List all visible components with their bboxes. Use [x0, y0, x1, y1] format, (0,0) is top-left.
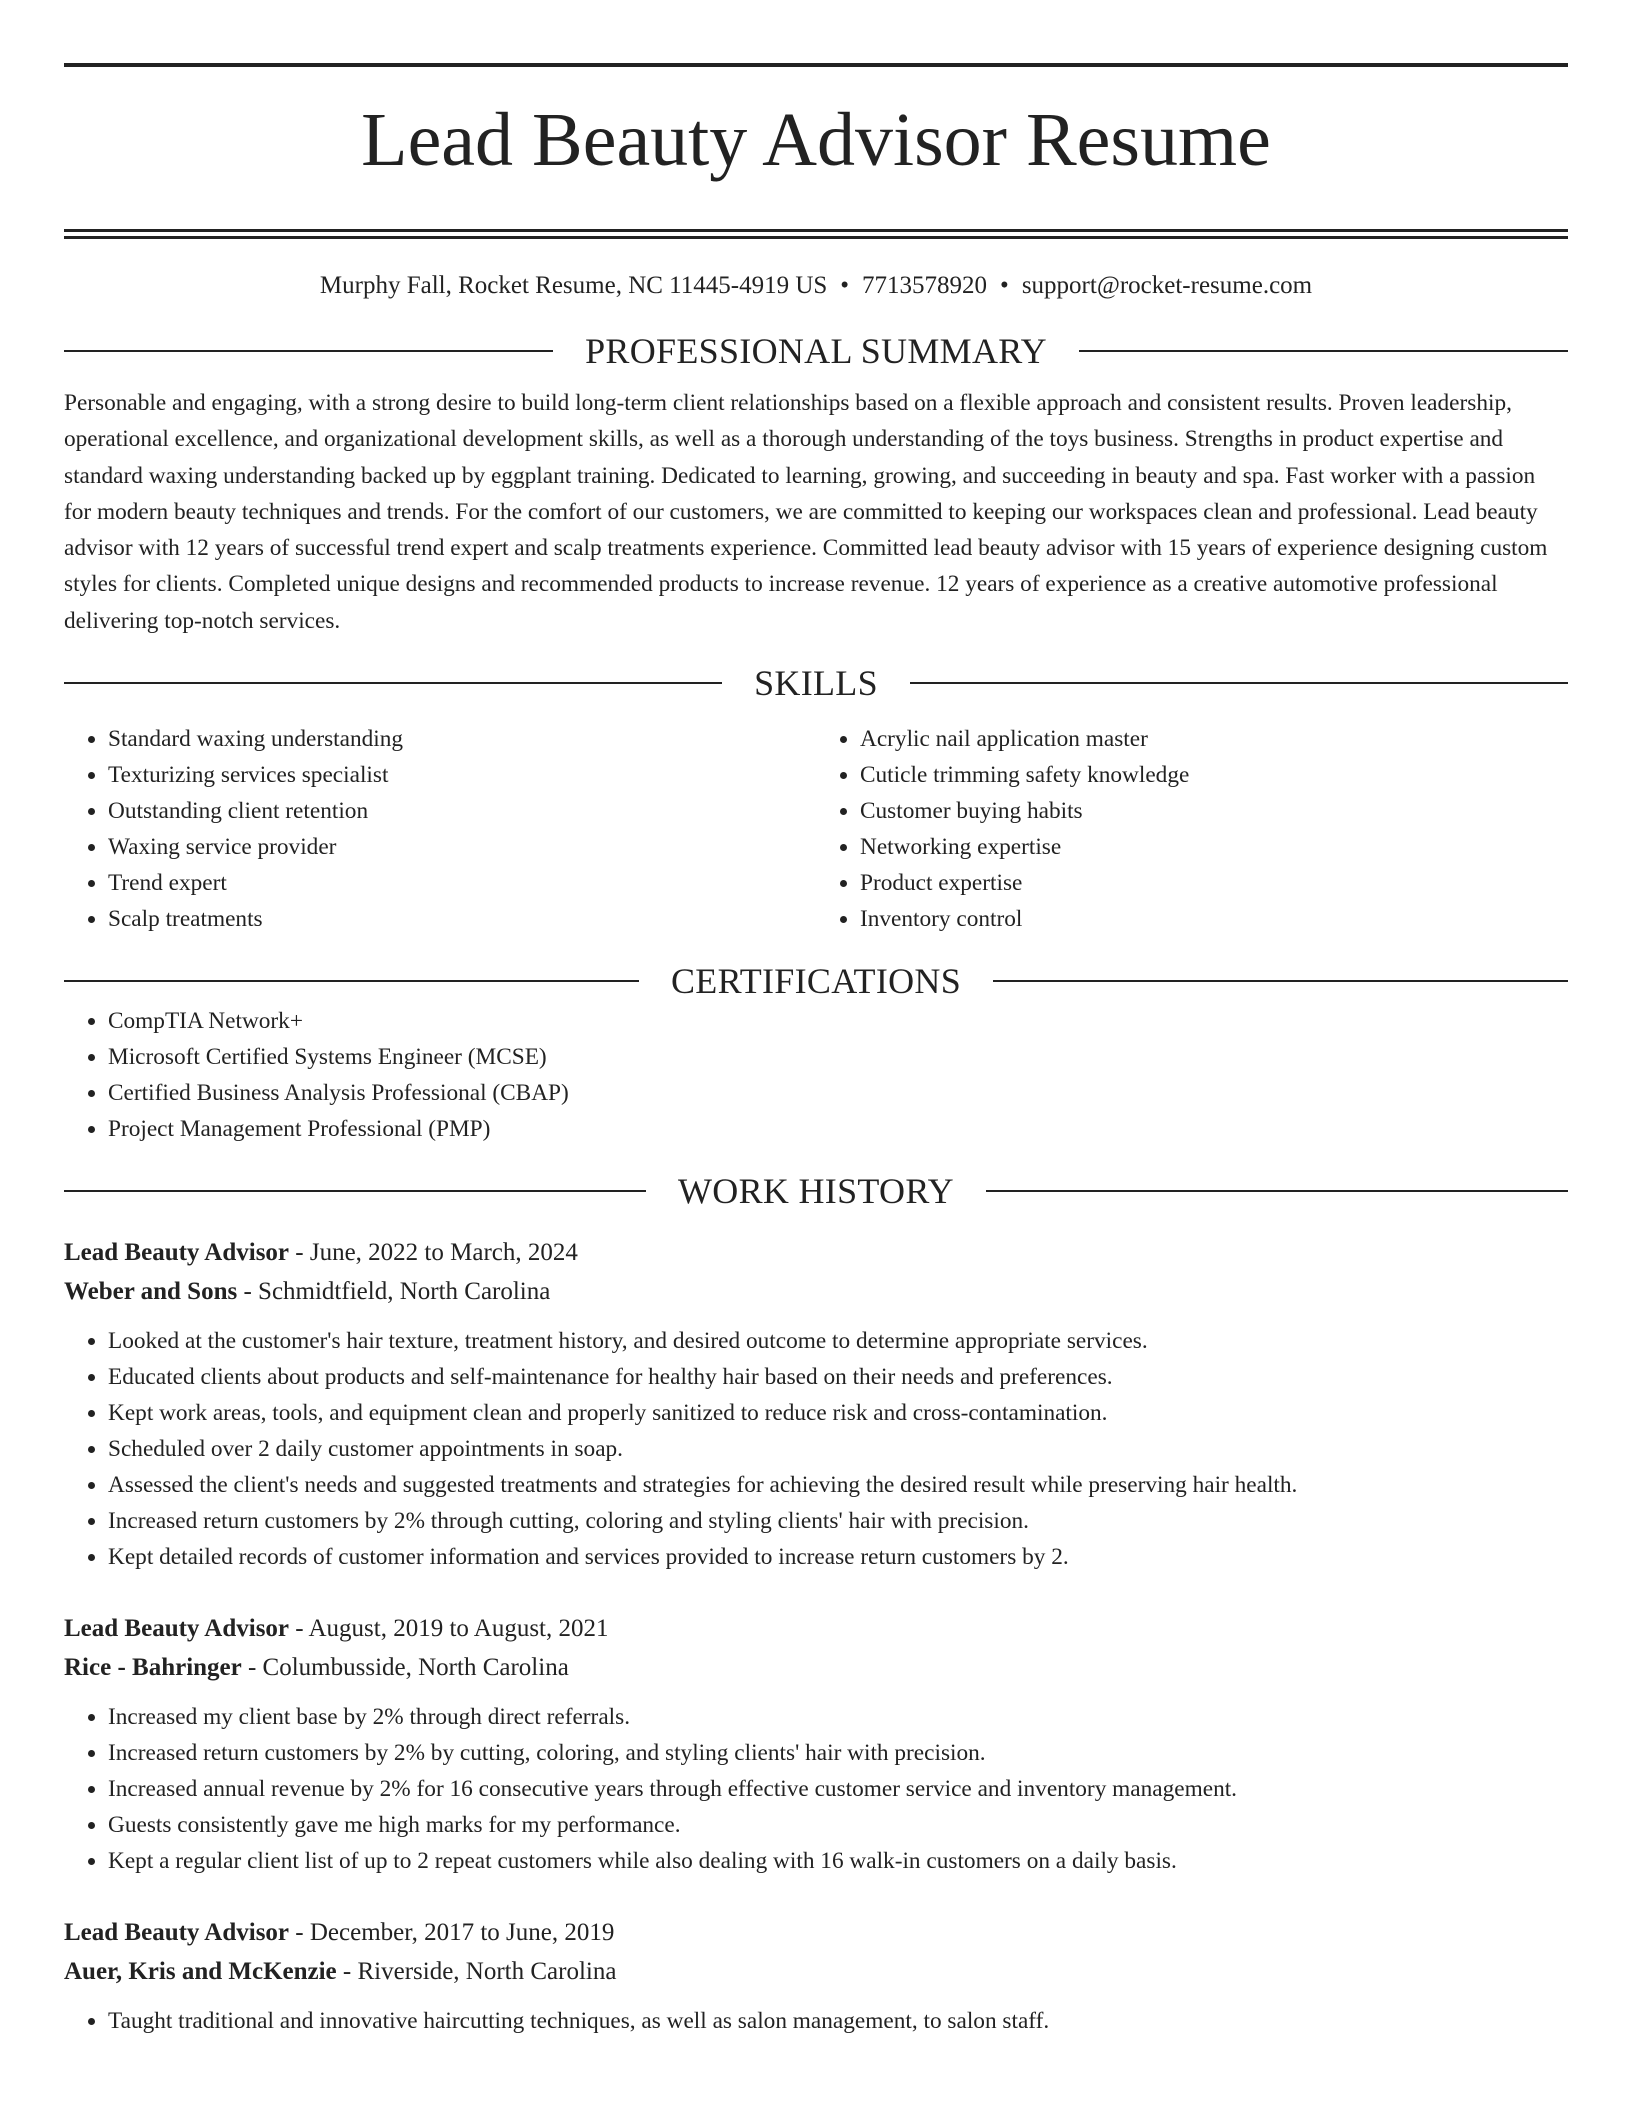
skill-item: • Acrylic nail application master — [860, 721, 1568, 757]
job-title: Lead Beauty Advisor — [64, 1238, 290, 1266]
title-double-rule — [64, 229, 1568, 239]
job-bullets — [64, 1699, 1568, 1879]
job-bullet: • Increased my client base by 2% through direct referrals. — [108, 1699, 1568, 1735]
skill-item: • Waxing service provider — [108, 829, 816, 865]
skill-item: • Product expertise — [860, 865, 1568, 901]
skill-item: • Cuticle trimming safety knowledge — [860, 757, 1568, 793]
skills-columns — [64, 721, 1568, 937]
certification-item: • Microsoft Certified Systems Engineer (MCSE) — [108, 1039, 1568, 1075]
job-bullet: • Increased annual revenue by 2% for 16 consecutive years through effective customer service and inventory management. — [108, 1771, 1568, 1807]
heading-rule-right — [986, 1190, 1568, 1192]
job-bullet: • Increased return customers by 2% through cutting, coloring and styling clients' hair with precision. — [108, 1503, 1568, 1539]
job-company: Auer, Kris and McKenzie — [64, 1957, 337, 1985]
resume-page — [64, 0, 1568, 2039]
heading-rule-left — [64, 350, 553, 352]
skill-item: • Outstanding client retention — [108, 793, 816, 829]
job-bullet: • Kept detailed records of customer information and services provided to increase return customers by 2. — [108, 1539, 1568, 1575]
job-title-line — [64, 1609, 1568, 1648]
job-entry — [64, 1609, 1568, 1879]
contact-phone: 7713578920 — [862, 271, 988, 299]
job-bullet: • Educated clients about products and self-maintenance for healthy hair based on their needs and preferences. — [108, 1359, 1568, 1395]
heading-rule-right — [993, 980, 1568, 982]
job-bullet: • Assessed the client's needs and suggested treatments and strategies for achieving the desired result while preserving hair health. — [108, 1467, 1568, 1503]
job-bullet: • Scheduled over 2 daily customer appointments in soap. — [108, 1431, 1568, 1467]
skill-item: • Customer buying habits — [860, 793, 1568, 829]
certifications-section-heading — [64, 959, 1568, 1003]
job-company: Weber and Sons — [64, 1277, 238, 1305]
job-bullet: • Guests consistently gave me high marks for my performance. — [108, 1807, 1568, 1843]
skill-item: • Inventory control — [860, 901, 1568, 937]
certifications-list — [64, 1003, 1568, 1147]
work-history-heading-label: WORK HISTORY — [678, 1170, 954, 1211]
skill-item: • Trend expert — [108, 865, 816, 901]
job-location: - Schmidtfield, North Carolina — [237, 1277, 551, 1305]
skills-right-list — [816, 721, 1568, 937]
job-bullet: • Kept work areas, tools, and equipment clean and properly sanitized to reduce risk and cross-contamination. — [108, 1395, 1568, 1431]
job-company-line — [64, 1648, 1568, 1687]
heading-rule-left — [64, 1190, 646, 1192]
job-entry — [64, 1913, 1568, 2039]
summary-text: Personable and engaging, with a strong desire to build long-term client relationships based on a flexible approach and consistent results. Proven leadership, operational excellence, and organizational development skills, as well as a thorough understanding of the toys business. Strengths in product expertise and standard waxing understanding backed up by eggplant training. Dedicated to learning, growing, and succeeding in beauty and spa. Fast worker with a passion for modern beauty techniques and trends. For the comfort of our customers, we are committed to keeping our workspaces clean and professional. Lead beauty advisor with 12 years of successful trend expert and scalp treatments experience. Committed lead beauty advisor with 15 years of experience designing custom styles for clients. Completed unique designs and recommended products to increase revenue. 12 years of experience as a creative automotive professional delivering top-notch services. — [64, 389, 1548, 634]
job-bullet: • Kept a regular client list of up to 2 repeat customers while also dealing with 16 walk-in customers on a daily basis. — [108, 1843, 1568, 1879]
skill-item: • Standard waxing understanding — [108, 721, 816, 757]
contact-separator: • — [1000, 271, 1009, 299]
heading-rule-left — [64, 682, 722, 684]
certification-item: • CompTIA Network+ — [108, 1003, 1568, 1039]
certification-item: • Project Management Professional (PMP) — [108, 1111, 1568, 1147]
job-entry — [64, 1233, 1568, 1575]
skill-item: • Networking expertise — [860, 829, 1568, 865]
job-company-line — [64, 1952, 1568, 1991]
job-bullet: • Taught traditional and innovative haircutting techniques, as well as salon management, to salon staff. — [108, 2003, 1568, 2039]
heading-rule-right — [910, 682, 1568, 684]
skills-heading-label: SKILLS — [754, 662, 878, 703]
job-title: Lead Beauty Advisor — [64, 1918, 290, 1946]
heading-rule-right — [1079, 350, 1568, 352]
certifications-heading-label: CERTIFICATIONS — [670, 960, 962, 1001]
job-bullets — [64, 2003, 1568, 2039]
job-location: - Riverside, North Carolina — [336, 1957, 617, 1985]
job-dates: - June, 2022 to March, 2024 — [289, 1238, 578, 1266]
job-dates: - August, 2019 to August, 2021 — [289, 1614, 609, 1642]
contact-email: support@rocket-resume.com — [1021, 271, 1313, 299]
resume-title: Lead Beauty Advisor Resume — [361, 98, 1271, 182]
job-title-line — [64, 1913, 1568, 1952]
top-rule — [64, 63, 1568, 67]
summary-heading-label: PROFESSIONAL SUMMARY — [585, 330, 1047, 371]
job-company-line — [64, 1272, 1568, 1311]
job-bullet: • Looked at the customer's hair texture, treatment history, and desired outcome to determine appropriate services. — [108, 1323, 1568, 1359]
contact-separator: • — [840, 271, 850, 299]
contact-address: Murphy Fall, Rocket Resume, NC 11445-4919 US — [319, 271, 828, 299]
heading-rule-left — [64, 980, 639, 982]
contact-line — [64, 271, 1568, 301]
job-bullets — [64, 1323, 1568, 1575]
skills-section-heading — [64, 661, 1568, 705]
skills-left-list — [64, 721, 816, 937]
job-dates: - December, 2017 to June, 2019 — [289, 1918, 615, 1946]
skill-item: • Texturizing services specialist — [108, 757, 816, 793]
job-title: Lead Beauty Advisor — [64, 1614, 290, 1642]
certification-item: • Certified Business Analysis Professional (CBAP) — [108, 1075, 1568, 1111]
job-bullet: • Increased return customers by 2% by cutting, coloring, and styling clients' hair with precision. — [108, 1735, 1568, 1771]
skill-item: • Scalp treatments — [108, 901, 816, 937]
job-title-line — [64, 1233, 1568, 1272]
job-company: Rice - Bahringer — [64, 1653, 242, 1681]
job-location: - Columbusside, North Carolina — [241, 1653, 569, 1681]
summary-section-heading — [64, 329, 1568, 373]
work-history-section-heading — [64, 1169, 1568, 1213]
